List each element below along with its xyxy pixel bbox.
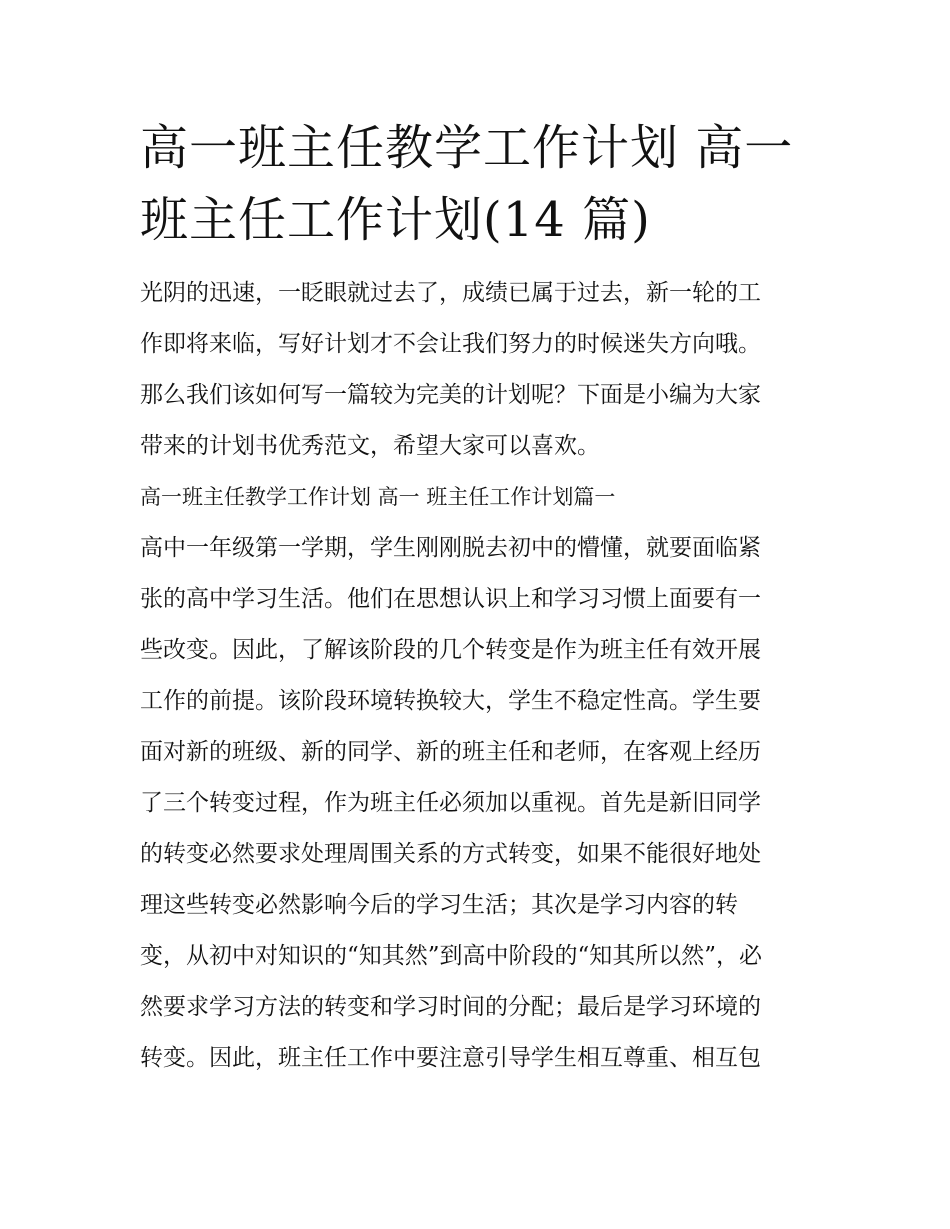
section-line: 面对新的班级、新的同学、新的班主任和老师，在客观上经历: [140, 739, 761, 765]
title-line: 高一班主任教学工作计划 高一: [140, 120, 794, 176]
section-line: 工作的前提。该阶段环境转换较大，学生不稳定性高。学生要: [140, 688, 761, 714]
section-line: 然要求学习方法的转变和学习时间的分配；最后是学习环境的: [140, 994, 761, 1020]
title-line: 班主任工作计划(14 篇): [140, 192, 651, 248]
section-line: 理这些转变必然影响今后的学习生活；其次是学习内容的转: [140, 892, 738, 918]
section-heading: 高一班主任教学工作计划 高一 班主任工作计划篇一: [140, 485, 616, 509]
section-paragraph: [140, 523, 812, 1084]
document-content: [140, 112, 812, 1084]
section-line: 了三个转变过程，作为班主任必须加以重视。首先是新旧同学: [140, 790, 761, 816]
intro-line: 带来的计划书优秀范文，希望大家可以喜欢。: [140, 433, 600, 459]
intro-line: 光阴的迅速，一眨眼就过去了，成绩已属于过去，新一轮的工: [140, 280, 761, 306]
section-line: 转变。因此，班主任工作中要注意引导学生相互尊重、相互包: [140, 1045, 761, 1071]
intro-line: 那么我们该如何写一篇较为完美的计划呢？下面是小编为大家: [140, 382, 761, 408]
section-line: 变，从初中对知识的“知其然”到高中阶段的“知其所以然”，必: [140, 943, 763, 969]
intro-paragraph: [140, 268, 812, 472]
document-title: [140, 112, 812, 256]
intro-line: 作即将来临，写好计划才不会让我们努力的时候迷失方向哦。: [140, 331, 761, 357]
section-line: 些改变。因此，了解该阶段的几个转变是作为班主任有效开展: [140, 637, 761, 663]
section-line: 张的高中学习生活。他们在思想认识上和学习习惯上面要有一: [140, 586, 761, 612]
section-line: 高中一年级第一学期，学生刚刚脱去初中的懵懂，就要面临紧: [140, 535, 761, 561]
section-line: 的转变必然要求处理周围关系的方式转变，如果不能很好地处: [140, 841, 761, 867]
